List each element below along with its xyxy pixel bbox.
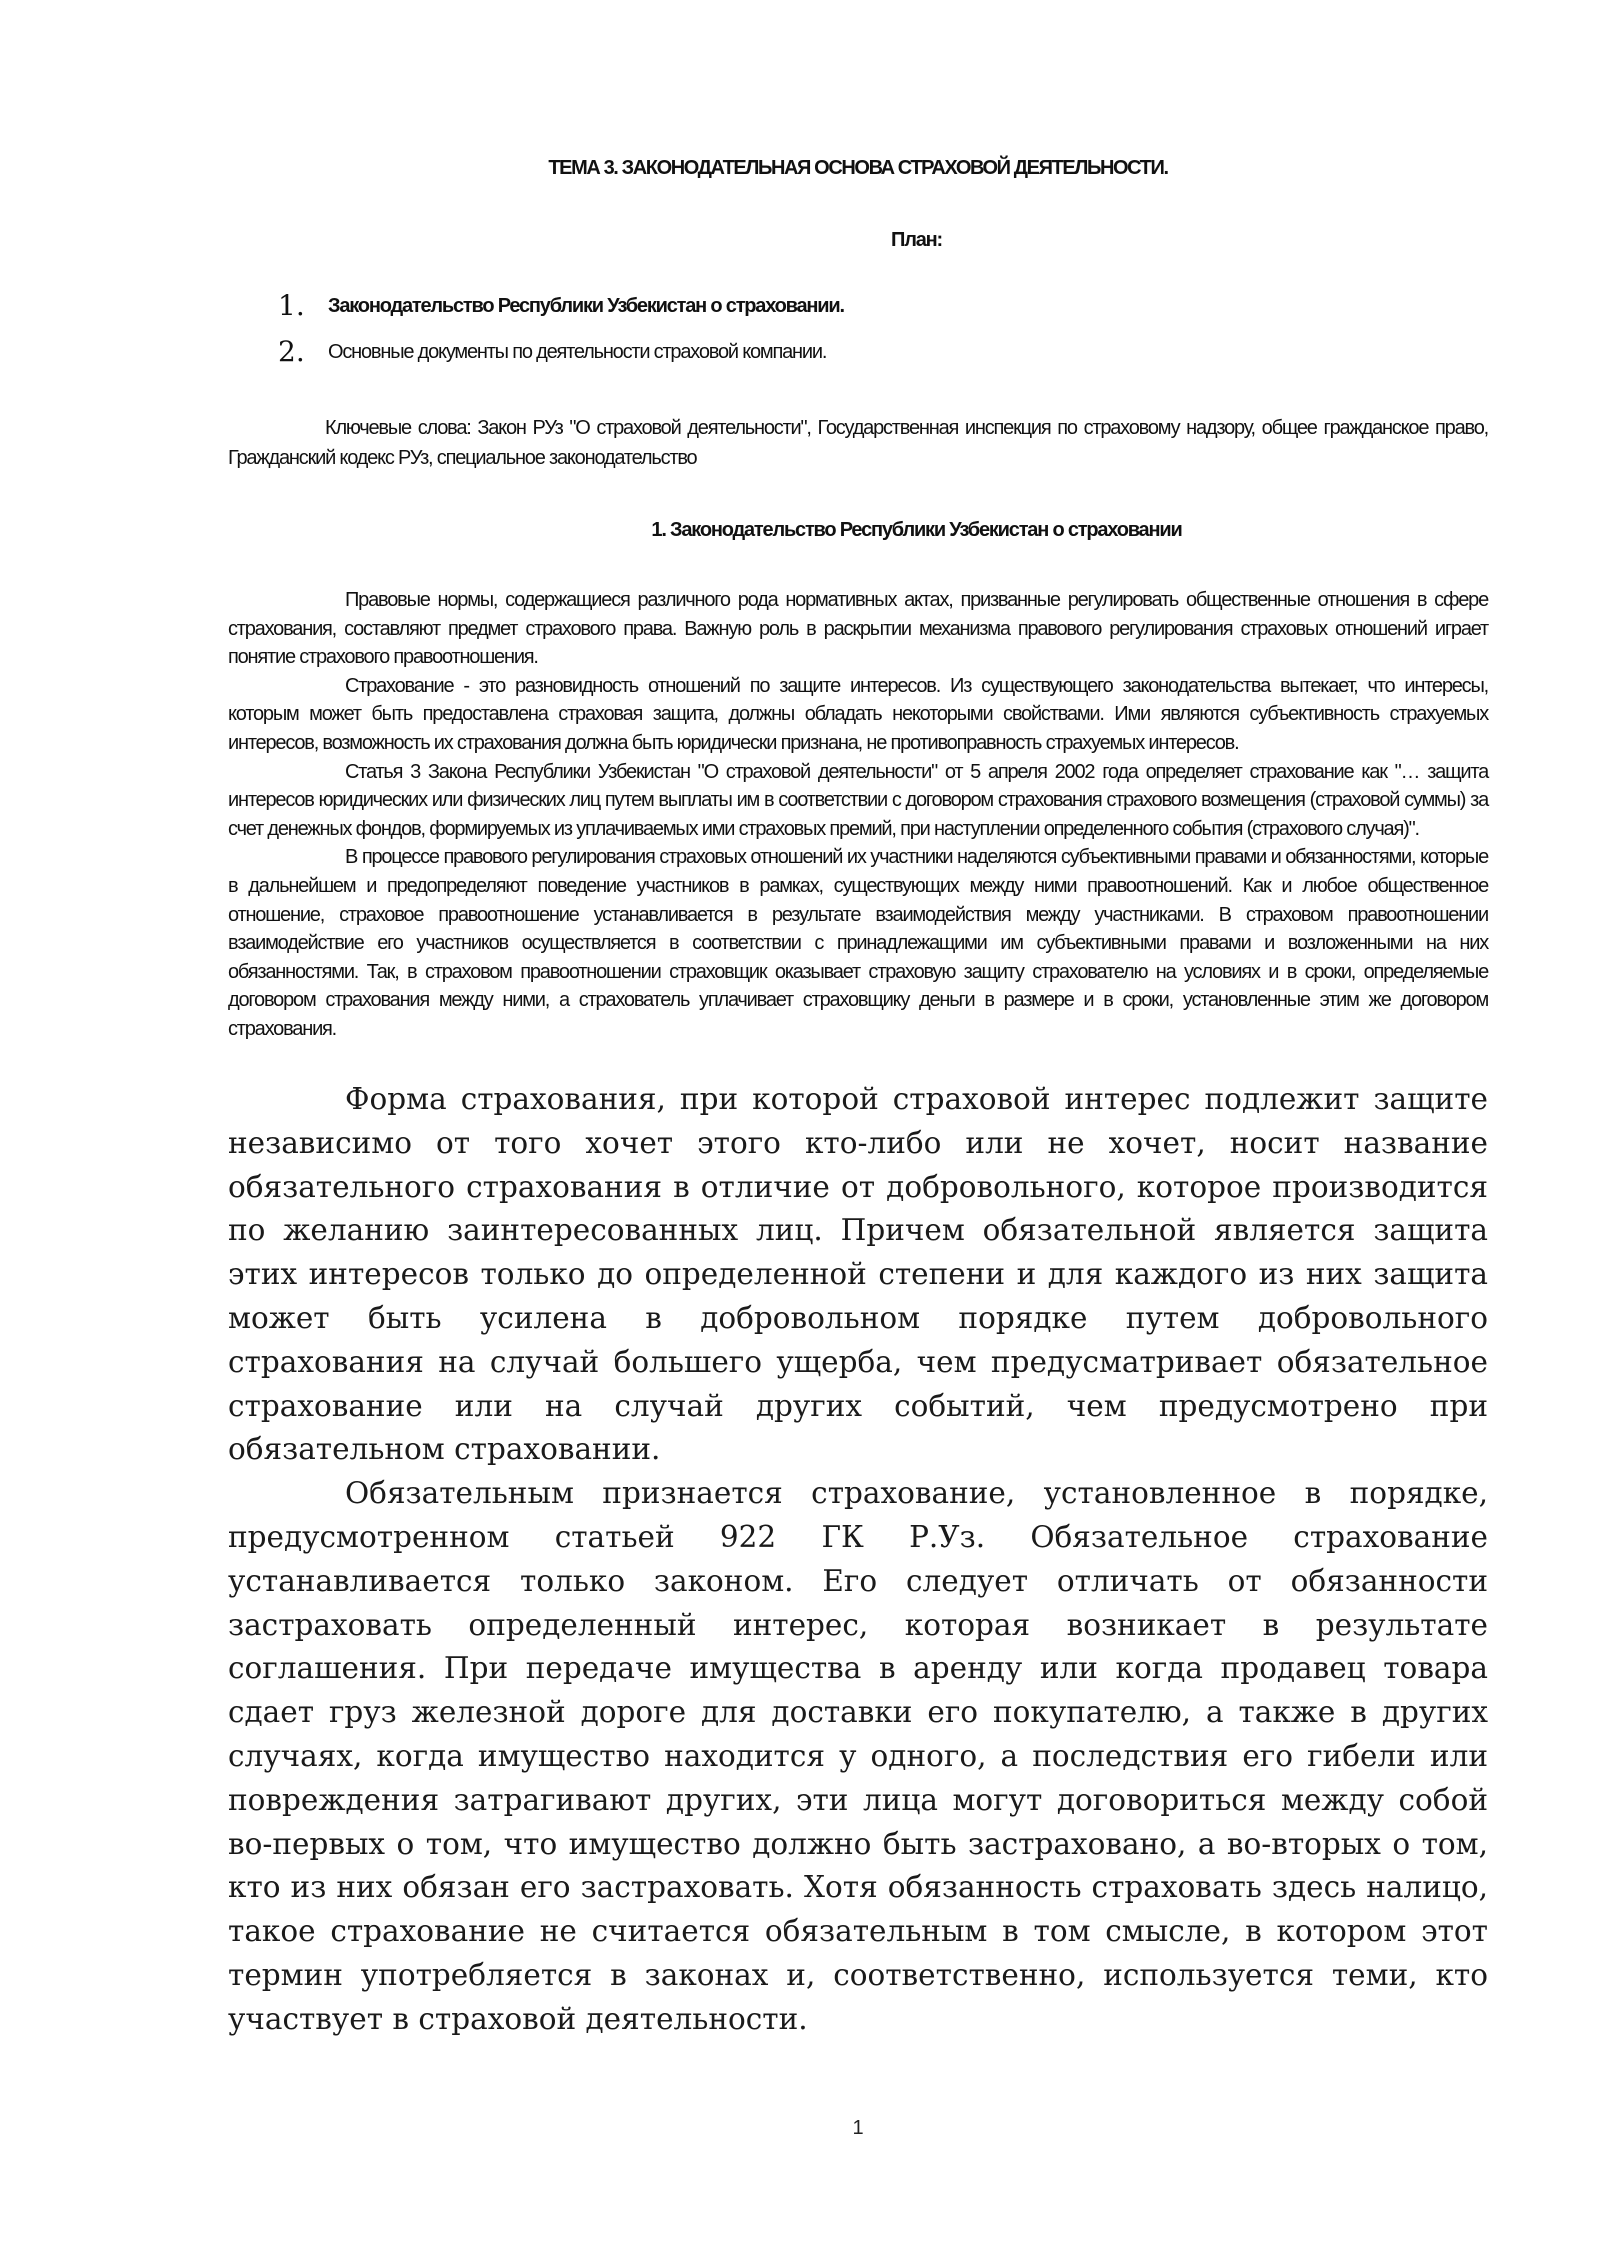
plan-item-text: Основные документы по деятельности страховой компании. — [328, 341, 827, 363]
plan-list — [228, 283, 1488, 375]
plan-item — [228, 283, 1488, 329]
plan-item-number: 2. — [278, 335, 305, 368]
body-paragraph: Правовые нормы, содержащиеся различного рода нормативных актах, призванные регулировать общественные отношения в сфере страхования, составляют предмет страхового права. Важную роль в раскрытии механизма правового регулирования страховых отношений играет понятие страхового правоотношения. — [228, 589, 1488, 669]
plan-heading: План: — [891, 229, 942, 251]
page-title: ТЕМА 3. ЗАКОНОДАТЕЛЬНАЯ ОСНОВА СТРАХОВОЙ ДЕЯТЕЛЬНОСТИ. — [548, 157, 1168, 179]
body-paragraph: Статья 3 Закона Республики Узбекистан "О страховой деятельности" от 5 апреля 2002 года определяет страхование как "… защита интересов юридических или физических лиц путем выплаты им в соответствии с договором страхования страхового возмещения (страховой суммы) за счет денежных фондов, формируемых из уплачиваемых ими страховых премий, при наступлении определенного события (страхового случая)". — [228, 760, 1488, 840]
body-paragraph: В процессе правового регулирования страховых отношений их участники наделяются субъективными правами и обязанностями, которые в дальнейшем и предопределяют поведение участников в рамках, существующих между ними правоотношений. Как и любое общественное отношение, страховое правоотношение устанавливается в результате взаимодействия между участниками. В страховом правоотношении взаимодействие его участников осуществляется в соответствии с принадлежащими им субъективными правами и возложенными на них обязанностями. Так, в страховом правоотношении страховщик оказывает страховую защиту страхователю на условиях и в сроки, определяемые договором страхования между ними, а страхователь уплачивает страховщику деньги в размере и в сроки, установленные этим же договором страхования. — [228, 846, 1488, 1040]
plan-item-text: Законодательство Республики Узбекистан о страховании. — [328, 295, 844, 317]
main-text-section — [228, 1078, 1488, 2042]
body-paragraph: Страхование - это разновидность отношений по защите интересов. Из существующего законодательства вытекает, что интересы, которым может быть предоставлена страховая защита, должны обладать некоторыми свойствами. Ими являются субъективность страхуемых интересов, возможность их страхования должна быть юридически признана, не противоправность страхуемых интересов. — [228, 674, 1488, 754]
keywords-paragraph: Ключевые слова: Закон РУз "О страховой деятельности", Государственная инспекция по страховому надзору, общее гражданское право, Гражданский кодекс РУз, специальное законодательство — [228, 417, 1488, 469]
small-text-section — [228, 586, 1488, 1044]
section-heading: 1. Законодательство Республики Узбекистан о страховании — [651, 519, 1182, 541]
plan-item-number: 1. — [278, 289, 305, 322]
body-paragraph: Обязательным признается страхование, установленное в порядке, предусмотренном статьей 922 ГК Р.Уз. Обязательное страхование устанавливается только законом. Его следует отличать от обязанности застраховать определенный интерес, которая возникает в результате соглашения. При передаче имущества в аренду или когда продавец товара сдает груз железной дороге для доставки его покупателю, а также в других случаях, когда имущество находится у одного, а последствия его гибели или повреждения затрагивают других, эти лица могут договориться между собой во-первых о том, что имущество должно быть застраховано, а во-вторых о том, кто из них обязан его застраховать. Хотя обязанность страховать здесь налицо, такое страхование не считается обязательным в том смысле, в котором этот термин употребляется в законах и, соответственно, используется теми, кто участвует в страховой деятельности. — [228, 1476, 1488, 2036]
plan-item — [228, 329, 1488, 375]
page-number: 1 — [852, 2117, 864, 2139]
body-paragraph: Форма страхования, при которой страховой интерес подлежит защите независимо от того хочет этого кто-либо или не хочет, носит название обязательного страхования в отличие от добровольного, которое производится по желанию заинтересованных лиц. Причем обязательной является защита этих интересов только до определенной степени и для каждого из них защита может быть усилена в добровольном порядке путем добровольного страхования на случай большего ущерба, чем предусматривает обязательное страхование или на случай других событий, чем предусмотрено при обязательном страховании. — [228, 1082, 1488, 1467]
